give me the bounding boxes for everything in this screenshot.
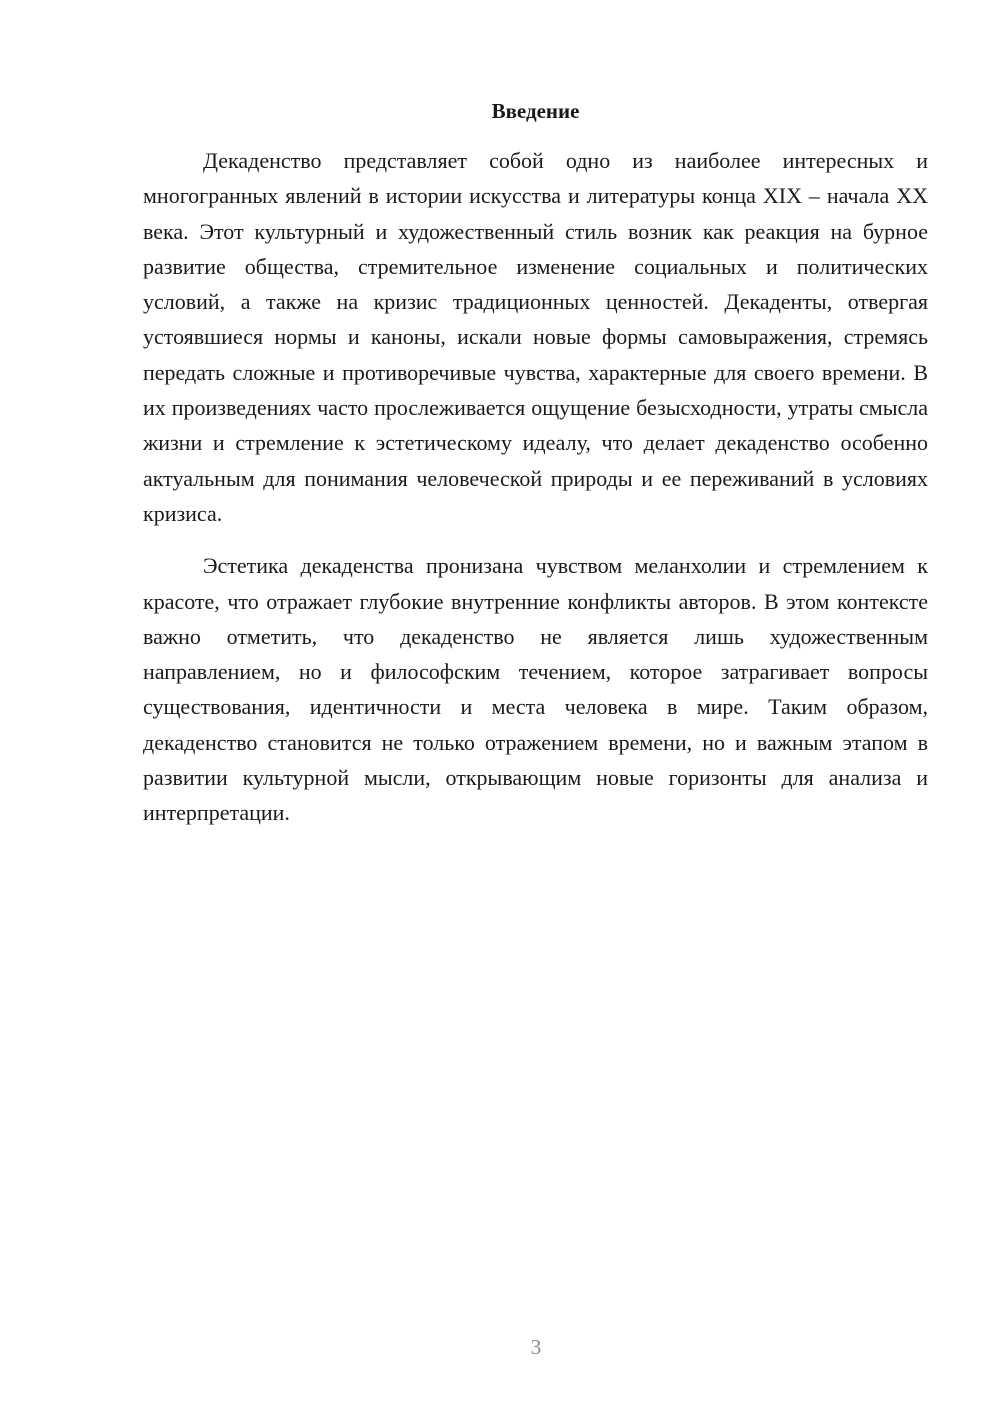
paragraph-1: Декаденство представляет собой одно из наиболее интересных и многогранных явлений в истории искусства и литературы конца XIX – начала XX века. Этот культурный и художественный стиль возник как реакция на бурное развитие общества, стремительное изменение социальных и политических условий, а также на кризис традиционных ценностей. Декаденты, отвергая устоявшиеся нормы и каноны, искали новые формы самовыражения, стремясь передать сложные и противоречивые чувства, характерные для своего времени. В их произведениях часто прослеживается ощущение безысходности, утраты смысла жизни и стремление к эстетическому идеалу, что делает декаденство особенно актуальным для понимания человеческой природы и ее переживаний в условиях кризиса. [143,148,928,526]
paragraph-2: Эстетика декаденства пронизана чувством меланхолии и стремлением к красоте, что отражает глубокие внутренние конфликты авторов. В этом контексте важно отметить, что декаденство не является лишь художественным направлением, но и философским течением, которое затрагивает вопросы существования, идентичности и места человека в мире. Таким образом, декаденство становится не только отражением времени, но и важным этапом в развитии культурной мысли, открывающим новые горизонты для анализа и интерпретации. [143,553,928,826]
page-content [143,96,928,831]
section-title: Введение [491,99,580,123]
page-number: 3 [530,1335,542,1359]
